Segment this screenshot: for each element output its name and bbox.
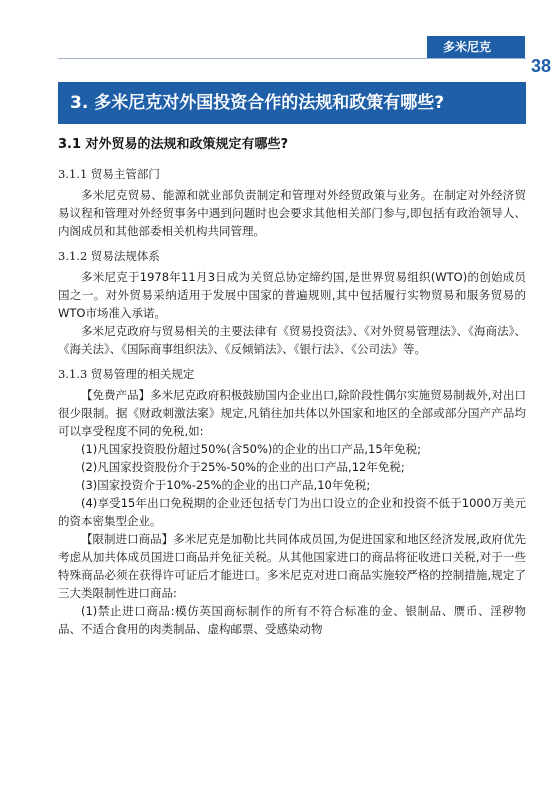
subsection-heading: 3.1.2 贸易法规体系 <box>58 249 160 263</box>
list-item: (1)禁止进口商品:模仿英国商标制作的所有不符合标准的金、银制品、赝币、淫秽物品、不适合食用的肉类制品、虚构邮票、受感染动物 <box>58 604 526 636</box>
header-rule <box>58 58 526 59</box>
subsection-heading: 3.1.3 贸易管理的相关规定 <box>58 367 195 381</box>
page-content <box>58 130 526 638</box>
paragraph: 【限制进口商品】多米尼克是加勒比共同体成员国,为促进国家和地区经济发展,政府优先考虑从加共体成员国进口商品并免征关税。从其他国家进口的商品将征收进口关税,对于一些特殊商品必须在获得许可证后才能进口。多米尼克对进口商品实施较严格的控制措施,规定了三大类限制性进口商品: <box>58 532 526 600</box>
list-item: (3)国家投资介于10%-25%的企业的出口产品,10年免税; <box>81 478 371 492</box>
header-country-label: 多米尼克 <box>427 36 525 58</box>
list-item: (4)享受15年出口免税期的企业还包括专门为出口设立的企业和投资不低于1000万美元的资本密集型企业。 <box>58 496 526 528</box>
list-item: (1)凡国家投资股份超过50%(含50%)的企业的出口产品,15年免税; <box>81 442 422 456</box>
chapter-title: 3. 多米尼克对外国投资合作的法规和政策有哪些? <box>58 82 526 124</box>
paragraph: 【免费产品】多米尼克政府积极鼓励国内企业出口,除阶段性偶尔实施贸易制裁外,对出口很少限制。据《财政刺激法案》规定,凡销往加共体以外国家和地区的全部或部分国产产品均可以享受程度不同的免税,如: <box>58 388 526 438</box>
paragraph: 多米尼克于1978年11月3日成为关贸总协定缔约国,是世界贸易组织(WTO)的创始成员国之一。对外贸易采纳适用于发展中国家的普遍规则,其中包括履行实物贸易和服务贸易的WTO市场准入承诺。 <box>58 270 526 320</box>
section-heading: 3.1 对外贸易的法规和政策规定有哪些? <box>58 137 289 152</box>
paragraph: 多米尼克贸易、能源和就业部负责制定和管理对外经贸政策与业务。在制定对外经济贸易议程和管理对外经贸事务中遇到问题时也会要求其他相关部门参与,即包括有政治领导人、内阁成员和其他部委相关机构共同管理。 <box>58 188 526 238</box>
page-number: 38 <box>530 56 551 76</box>
paragraph: 多米尼克政府与贸易相关的主要法律有《贸易投资法》、《对外贸易管理法》、《海商法》、《海关法》、《国际商事组织法》、《反倾销法》、《银行法》、《公司法》等。 <box>58 324 526 356</box>
list-item: (2)凡国家投资股份介于25%-50%的企业的出口产品,12年免税; <box>81 460 405 474</box>
subsection-heading: 3.1.1 贸易主管部门 <box>58 167 160 181</box>
